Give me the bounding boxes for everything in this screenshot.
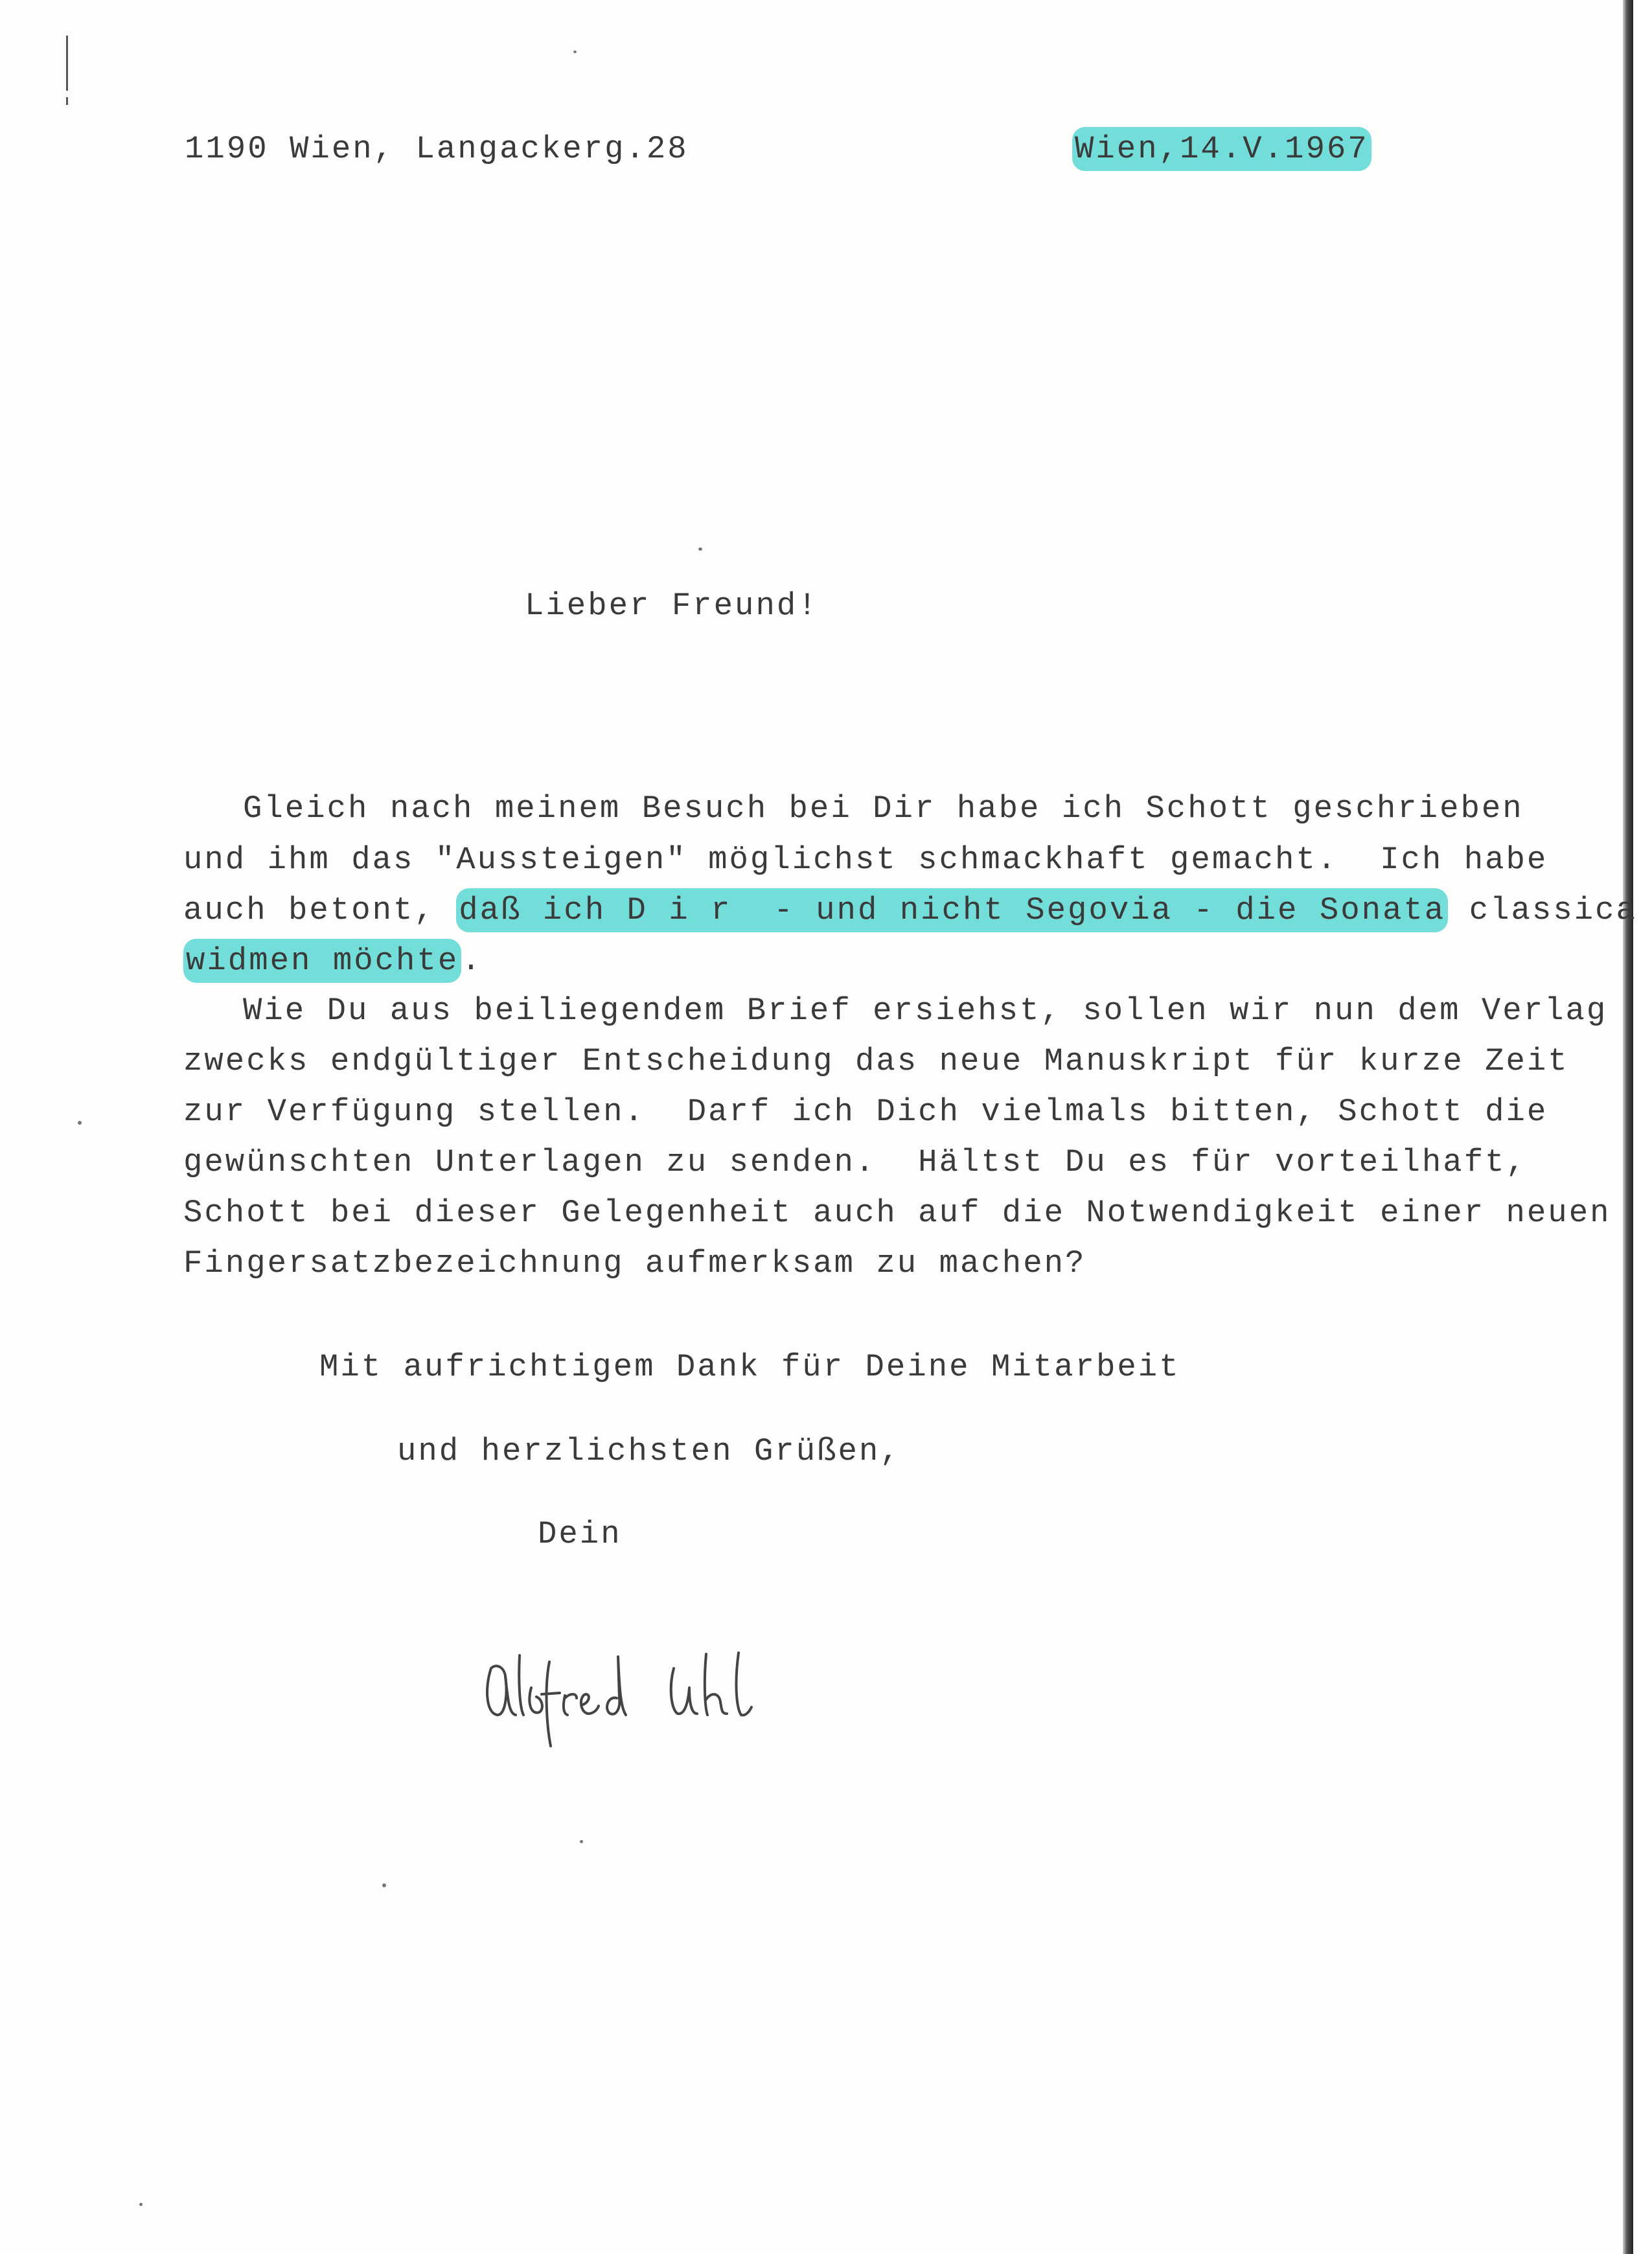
- letter-date: [1072, 130, 1371, 168]
- paper-speck: [698, 547, 702, 551]
- closing-line: und herzlichsten Grüßen,: [397, 1433, 901, 1469]
- paper-speck: [382, 1883, 386, 1887]
- body-line: zwecks endgültiger Entscheidung das neue Manuskript für kurze Zeit: [183, 1043, 1569, 1079]
- body-line: gewünschten Unterlagen zu senden. Hältst Du es für vorteilhaft,: [183, 1144, 1527, 1180]
- scan-edge-shadow: [1623, 0, 1633, 2254]
- paper-speck: [78, 1121, 82, 1125]
- body-text: auch betont,: [183, 892, 457, 928]
- date-highlight: Wien,14.V.1967: [1072, 127, 1371, 171]
- body-line: Fingersatzbezeichnung aufmerksam zu machen?: [183, 1245, 1086, 1282]
- handwritten-signature: [479, 1642, 777, 1753]
- body-line: Schott bei dieser Gelegenheit auch auf die Notwendigkeit einer neuen: [183, 1195, 1611, 1231]
- paper-speck: [139, 2203, 143, 2206]
- salutation: Lieber Freund!: [525, 588, 819, 624]
- body-line: [183, 891, 1637, 930]
- closing-line: Mit aufrichtigem Dank für Deine Mitarbeit: [319, 1349, 1180, 1385]
- body-line: Gleich nach meinem Besuch bei Dir habe ich Schott geschrieben: [243, 790, 1524, 827]
- text-highlight: widmen möchte: [183, 939, 461, 983]
- body-line: Wie Du aus beiliegendem Brief ersiehst, sollen wir nun dem Verlag: [243, 993, 1608, 1029]
- body-line: [183, 941, 483, 980]
- sender-address: 1190 Wien, Langackerg.28: [185, 131, 689, 167]
- closing-line: Dein: [538, 1516, 622, 1552]
- margin-mark: [66, 97, 68, 105]
- scan-edge-margin: [1633, 0, 1652, 2254]
- text-highlight: daß ich D i r - und nicht Segovia - die Sonata: [456, 888, 1448, 932]
- body-text: classica: [1448, 892, 1637, 928]
- margin-mark: [66, 36, 68, 91]
- paper-speck: [580, 1840, 583, 1843]
- body-line: zur Verfügung stellen. Darf ich Dich vielmals bitten, Schott die: [183, 1094, 1548, 1130]
- body-line: und ihm das "Aussteigen" möglichst schmackhaft gemacht. Ich habe: [183, 842, 1548, 878]
- body-text: .: [461, 943, 483, 979]
- paper-speck: [573, 51, 577, 53]
